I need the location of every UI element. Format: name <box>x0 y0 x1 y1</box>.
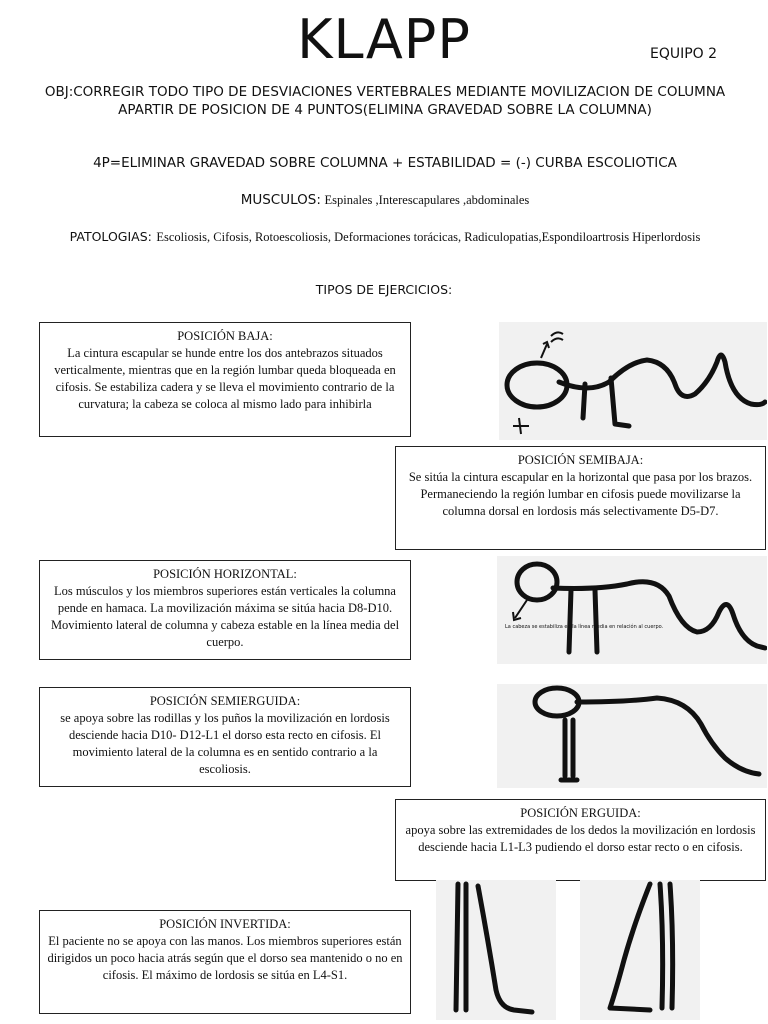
position-horizontal-box <box>39 560 411 660</box>
position-low-text: La cintura escapular se hunde entre los dos antebrazos situados verticalmente, mientras que en la región lumbar queda bloqueada en cifosis. Se estabiliza cadera y se lleva el movimiento contrario de la curvatura; la cabeza se coloca al mismo lado para inhibirla <box>54 346 396 411</box>
position-erect-title: POSICIÓN ERGUIDA: <box>520 806 641 820</box>
pathologies-line <box>30 229 740 245</box>
position-erect-box <box>395 799 766 881</box>
position-semierect-box <box>39 687 411 787</box>
objective-text: OBJ:CORREGIR TODO TIPO DE DESVIACIONES VERTEBRALES MEDIANTE MOVILIZACION DE COLUMNA APARTIR DE POSICION DE 4 PUNTOS(ELIMINA GRAVEDAD SOBRE LA COLUMNA) <box>44 84 726 118</box>
position-inverted-title: POSICIÓN INVERTIDA: <box>159 917 291 931</box>
muscles-label: MUSCULOS: <box>240 192 321 208</box>
position-semierect-title: POSICIÓN SEMIERGUIDA: <box>149 694 301 708</box>
position-semierect-text: se apoya sobre las rodillas y los puños la movilización en lordosis desciende hacia D10- D12-L1 el dorso esta recto en cifosis. El movimiento lateral de la columna es en sentido contrario a la escoliosis. <box>60 711 390 776</box>
position-horizontal-title: POSICIÓN HORIZONTAL: <box>153 567 297 581</box>
muscles-value: Espinales ,Interescapulares ,abdominales <box>324 193 530 207</box>
pathologies-label: PATOLOGIAS: <box>69 229 152 244</box>
position-semilow-text: Se sitúa la cintura escapular en la horizontal que pasa por los brazos. Permaneciendo la región lumbar en cifosis puede movilizarse la columna dorsal en lordosis más selectivamente D5-D7. <box>408 470 753 518</box>
muscles-line <box>20 192 750 208</box>
page-title: KLAPP <box>297 8 471 71</box>
pathologies-value: Escoliosis, Cifosis, Rotoescoliosis, Deformaciones torácicas, Radiculopatias,Espondiloartrosis Hiperlordosis <box>156 230 701 244</box>
formula-text: 4P=ELIMINAR GRAVEDAD SOBRE COLUMNA + ESTABILIDAD = (-) CURBA ESCOLIOTICA <box>93 155 677 171</box>
figure-note: La cabeza se estabiliza en la línea media en relación al cuerpo. <box>505 624 664 630</box>
figure-horizontal-position <box>497 556 767 664</box>
position-low-title: POSICIÓN BAJA: <box>177 329 273 343</box>
exercise-types-heading: TIPOS DE EJERCICIOS: <box>315 282 453 297</box>
position-semilow-box <box>395 446 766 550</box>
position-low-box <box>39 322 411 437</box>
figure-inverted-position <box>580 880 700 1020</box>
figure-semierect-position <box>497 684 767 788</box>
figure-low-position <box>499 322 767 440</box>
position-inverted-box <box>39 910 411 1014</box>
figure-erect-position <box>436 880 556 1020</box>
position-semilow-title: POSICIÓN SEMIBAJA: <box>517 453 644 467</box>
position-horizontal-text: Los músculos y los miembros superiores están verticales la columna pende en hamaca. La movilización máxima se sitúa hacia D8-D10. Movimiento lateral de columna y cabeza estable en la línea media del cuerpo. <box>50 584 400 649</box>
position-inverted-text: El paciente no se apoya con las manos. Los miembros superiores están dirigidos un poco hacia atrás según que el dorso sea mantenido o no en cifosis. El máximo de lordosis se sitúa en L4-S1. <box>47 934 403 982</box>
position-erect-text: apoya sobre las extremidades de los dedos la movilización en lordosis desciende hacia L1-L3 pudiendo el dorso estar recto o en cifosis. <box>405 823 756 854</box>
team-label: EQUIPO 2 <box>650 46 718 62</box>
